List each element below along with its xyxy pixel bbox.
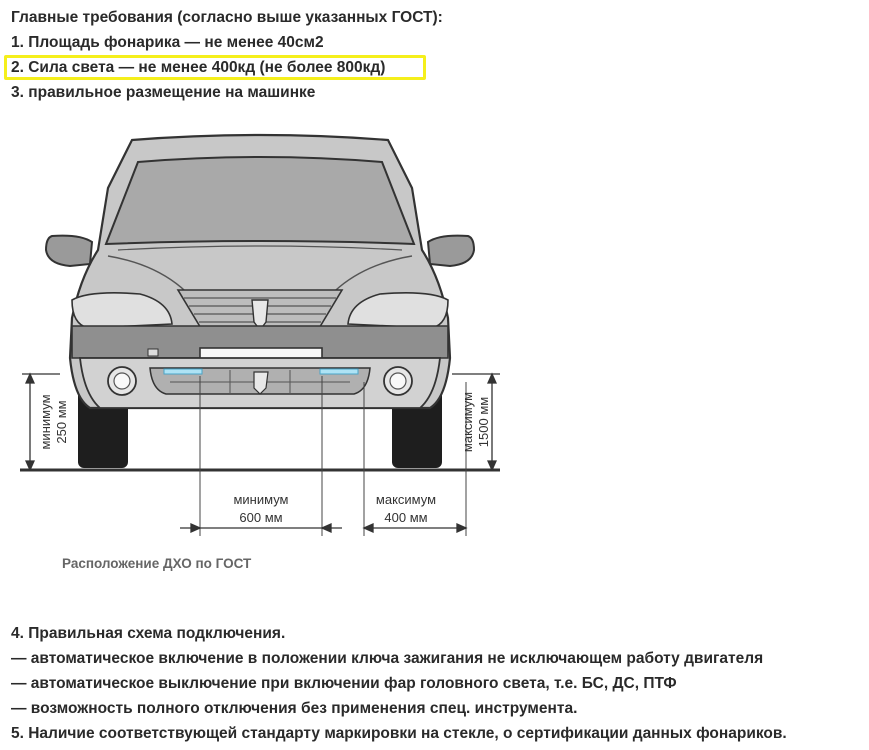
height-max-label: максимум — [460, 391, 475, 453]
bullet-manual-off: — возможность полного отключения без применения спец. инструмента. — [11, 700, 578, 717]
height-min-value: 250 мм — [54, 400, 69, 444]
right-mirror — [428, 236, 474, 266]
right-drl — [320, 369, 358, 374]
height-max-value: 1500 мм — [476, 396, 491, 448]
bullet-auto-on: — автоматическое включение в положении ключа зажигания не исключающем работу двигателя — [11, 650, 764, 667]
requirement-5: 5. Наличие соответствующей стандарту маркировки на стекле, о сертификации данных фонариков. — [11, 725, 787, 742]
left-mirror — [46, 236, 92, 266]
car-front-diagram — [0, 118, 520, 548]
requirement-2: 2. Сила света — не менее 400кд (не более 800кд) — [11, 59, 386, 76]
requirement-1: 1. Площадь фонарика — не менее 40см2 — [11, 34, 324, 51]
windshield — [106, 157, 414, 244]
heading: Главные требования (согласно выше указанных ГОСТ): — [11, 9, 443, 26]
requirement-3: 3. правильное размещение на машинке — [11, 84, 316, 101]
bullet-auto-off: — автоматическое выключение при включении фар головного света, т.е. БС, ДС, ПТФ — [11, 675, 677, 692]
edge-max-value: 400 мм — [384, 510, 428, 525]
spacing-min-label: минимум — [233, 492, 289, 507]
left-drl — [164, 369, 202, 374]
spacing-min-value: 600 мм — [239, 510, 283, 525]
height-min-label: минимум — [38, 394, 53, 450]
edge-max-label: максимум — [375, 492, 437, 507]
diagram-caption: Расположение ДХО по ГОСТ — [62, 556, 252, 571]
requirement-4: 4. Правильная схема подключения. — [11, 625, 286, 642]
